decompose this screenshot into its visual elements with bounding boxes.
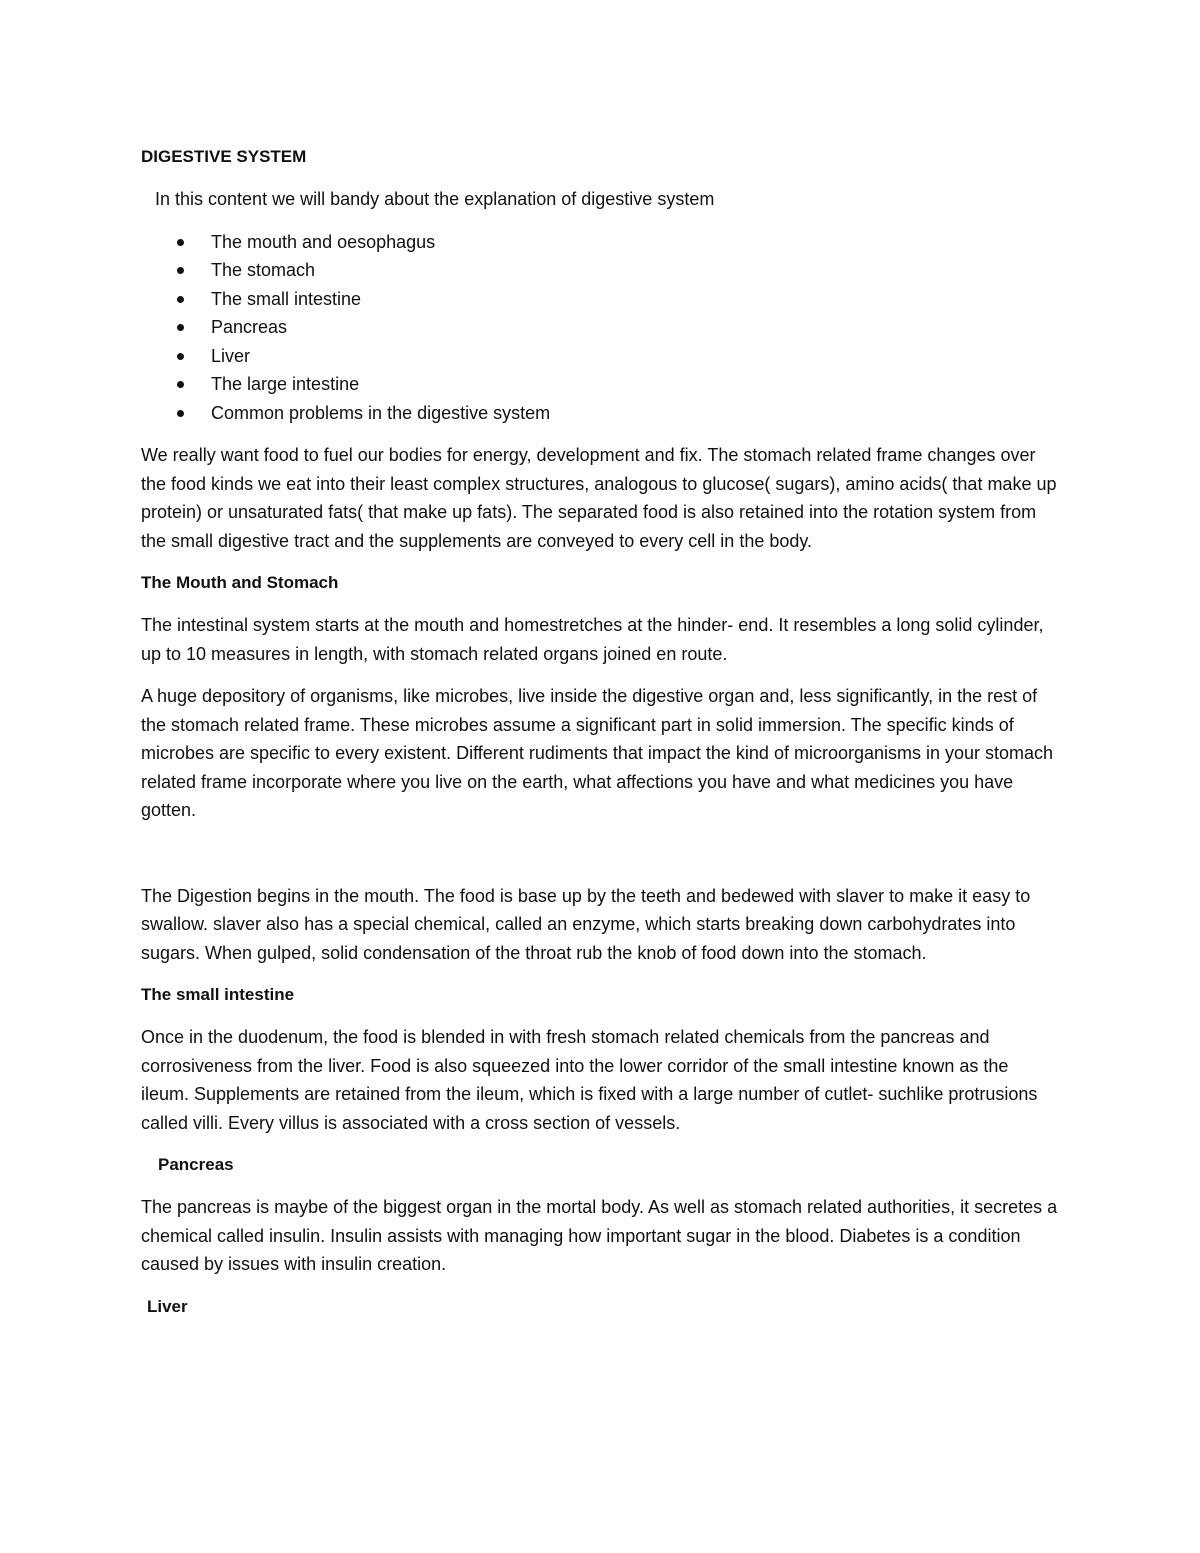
list-item xyxy=(141,399,1061,428)
document-body xyxy=(141,143,1061,1335)
mouth-stomach-paragraph-2: A huge depository of organisms, like microbes, live inside the digestive organ and, less significantly, in the rest of the stomach related frame. These microbes assume a significant part in solid immersion. The specific kinds of microbes are specific to every existent. Different rudiments that impact the kind of microorganisms in your stomach related frame incorporate where you live on the earth, what affections you have and what medicines you have gotten. xyxy=(141,686,1054,820)
small-intestine-paragraph: Once in the duodenum, the food is blended in with fresh stomach related chemicals from the pancreas and corrosiveness from the liver. Food is also squeezed into the lower corridor of the small intestine known as the ileum. Supplements are retained from the ileum, which is fixed with a large number of cutlet- suchlike protrusions called villi. Every villus is associated with a cross section of vessels. xyxy=(141,1027,1038,1133)
list-item xyxy=(141,228,1061,257)
list-item-label: The large intestine xyxy=(211,374,360,394)
bullet-icon xyxy=(177,324,184,331)
list-item xyxy=(141,313,1061,342)
section-heading-pancreas: Pancreas xyxy=(158,1155,234,1174)
mouth-stomach-paragraph-1: The intestinal system starts at the mouth and homestretches at the hinder- end. It resembles a long solid cylinder, up to 10 measures in length, with stomach related organs joined en route. xyxy=(141,615,1044,664)
list-item-label: Liver xyxy=(211,345,251,366)
bullet-icon xyxy=(177,410,184,417)
intro-paragraph: In this content we will bandy about the explanation of digestive system xyxy=(155,189,715,209)
mouth-stomach-paragraph-3: The Digestion begins in the mouth. The food is base up by the teeth and bedewed with slaver to make it easy to swallow. slaver also has a special chemical, called an enzyme, which starts breaking down carbohydrates into sugars. When gulped, solid condensation of the throat rub the knob of food down into the stomach. xyxy=(141,885,1031,963)
bullet-icon xyxy=(177,353,184,360)
topic-list xyxy=(141,228,1061,428)
bullet-icon xyxy=(177,296,184,303)
list-item-label: The small intestine xyxy=(211,288,362,309)
bullet-icon xyxy=(177,381,184,388)
list-item xyxy=(141,256,1061,285)
spacer xyxy=(141,839,1061,882)
list-item-label: The stomach xyxy=(211,260,316,280)
list-item-label: Pancreas xyxy=(211,317,288,337)
section-heading-liver: Liver xyxy=(147,1296,188,1316)
section-heading-mouth-stomach: The Mouth and Stomach xyxy=(141,573,339,592)
list-item-label: The mouth and oesophagus xyxy=(211,231,436,252)
list-item-label: Common problems in the digestive system xyxy=(211,402,551,423)
list-item xyxy=(141,342,1061,371)
document-title: DIGESTIVE SYSTEM xyxy=(141,147,307,166)
overview-paragraph: We really want food to fuel our bodies for energy, development and fix. The stomach related frame changes over the food kinds we eat into their least complex structures, analogous to glucose( sugars), amino acids( that make up protein) or unsaturated fats( that make up fats). The separated food is also retained into the rotation system from the small digestive tract and the supplements are conveyed to every cell in the body. xyxy=(141,445,1057,551)
pancreas-paragraph: The pancreas is maybe of the biggest organ in the mortal body. As well as stomach related authorities, it secretes a chemical called insulin. Insulin assists with managing how important sugar in the blood. Diabetes is a condition caused by issues with insulin creation. xyxy=(141,1197,1058,1274)
bullet-icon xyxy=(177,239,184,246)
bullet-icon xyxy=(177,267,184,274)
list-item xyxy=(141,370,1061,399)
section-heading-small-intestine: The small intestine xyxy=(141,985,295,1004)
list-item xyxy=(141,285,1061,314)
